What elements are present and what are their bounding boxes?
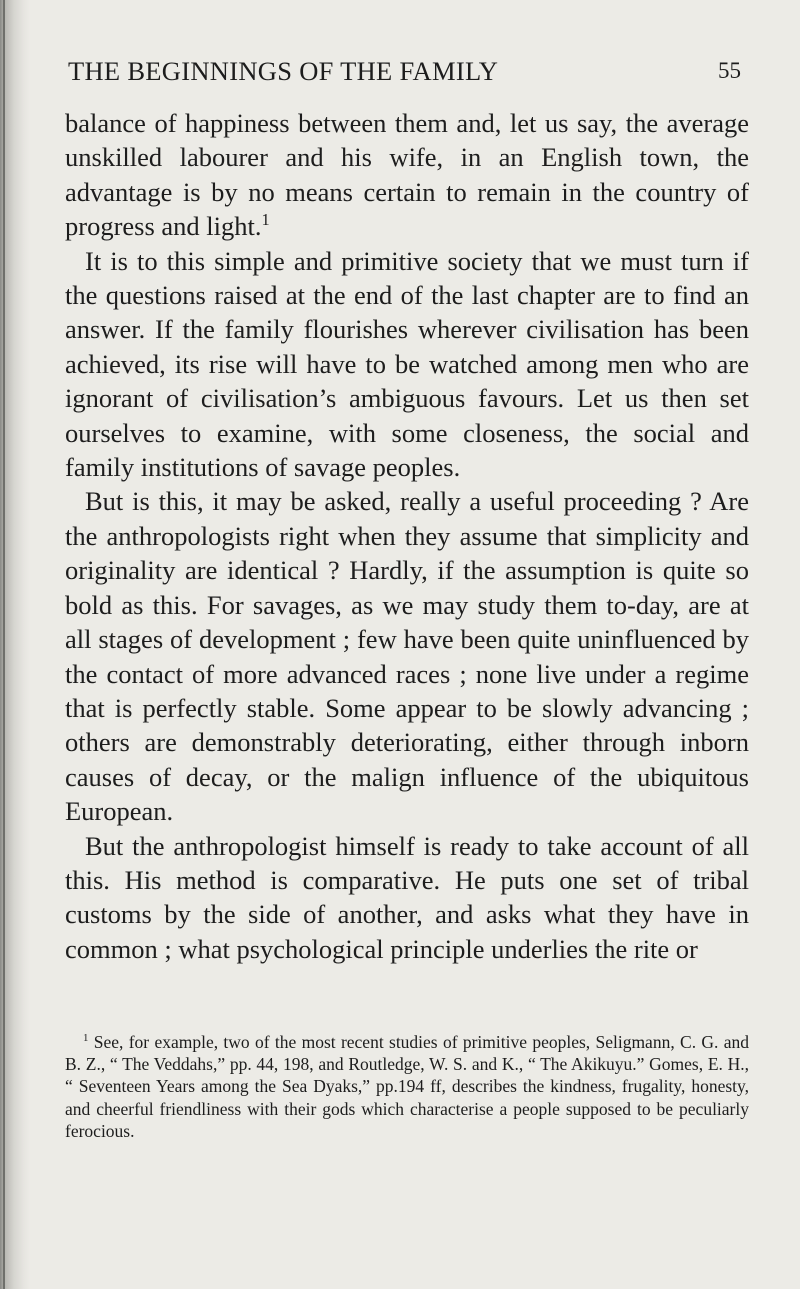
footnotes	[65, 1031, 749, 1142]
paragraph-3: But is this, it may be asked, really a useful proceeding ? Are the anthropologists right when they assume that simplicity and originality are identical ? Hardly, if the assumption is quite so bold as this. For savages, as we may study them to-day, are at all stages of development ; few have been quite uninfluenced by the contact of more advanced races ; none live under a regime that is perfectly stable. Some appear to be slowly advancing ; others are demonstrably deteriorating, either through inborn causes of decay, or the malign influence of the ubiquitous European.	[65, 486, 749, 827]
page-header	[65, 56, 747, 92]
footnote-reference: 1	[261, 210, 270, 230]
footnote-marker: 1	[83, 1032, 89, 1045]
paragraph-1	[65, 106, 749, 244]
page-number: 55	[718, 58, 741, 83]
paragraph-text: balance of happiness between them and, let us say, the average unskilled labourer and his wife, in an English town, the advantage is by no means certain to remain in the country of progress and light.	[65, 108, 749, 242]
footnote-text: See, for example, two of the most recent studies of primitive peoples, Seligmann, C. G. and B. Z., “ The Veddahs,” pp. 44, 198, and Routledge, W. S. and K., “ The Akikuyu.” Gomes, E. H., “ Seventeen Years among the Sea Dyaks,” pp.194 ff, describes the kindness, frugality, honesty, and cheerful friendliness with their gods which characterise a people supposed to be peculiarly ferocious.	[65, 1032, 749, 1141]
binding-edge-line	[3, 0, 5, 1289]
body-text	[65, 106, 749, 966]
paragraph-4: But the anthropologist himself is ready to take account of all this. His method is comparative. He puts one set of tribal customs by the side of another, and asks what they have in common ; what psychological principle underlies the rite or	[65, 830, 749, 964]
running-head: THE BEGINNINGS OF THE FAMILY	[68, 56, 499, 86]
page-gutter-shadow	[0, 0, 30, 1289]
paragraph-2: It is to this simple and primitive society that we must turn if the questions raised at the end of the last chapter are to find an answer. If the family flourishes wherever civilisation has been achieved, its rise will have to be watched among men who are ignorant of civilisation’s ambiguous favours. Let us then set ourselves to examine, with some closeness, the social and family institutions of savage peoples.	[65, 245, 749, 483]
footnote-1	[65, 1031, 749, 1142]
